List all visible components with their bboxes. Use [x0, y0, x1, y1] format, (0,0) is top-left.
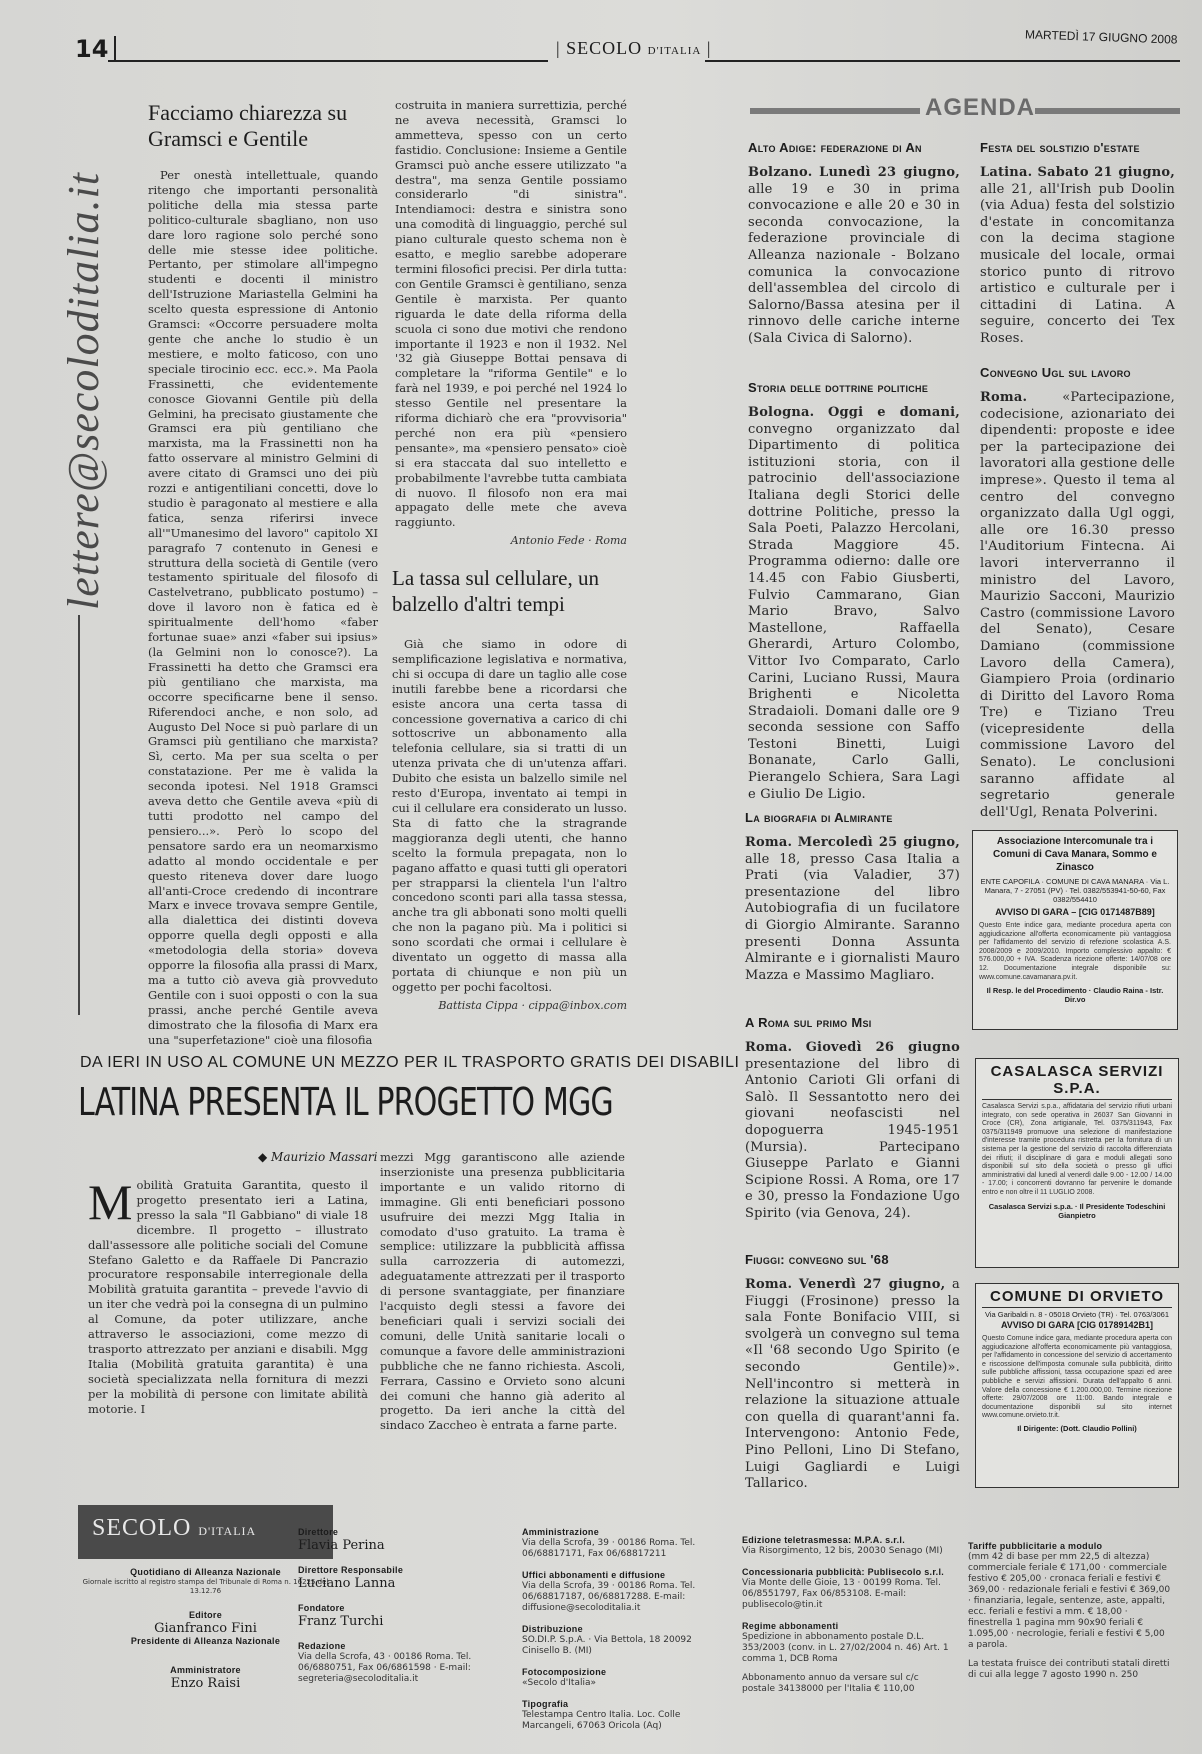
agenda-item-text [980, 390, 1175, 821]
footer-conc-label: Concessionaria pubblicità: Publisecolo s.r.l. [742, 1567, 945, 1577]
agenda-title: AGENDA [925, 94, 1036, 121]
agenda-item-date: Oggi e domani, [827, 405, 960, 420]
agenda-item-head: Storia delle dottrine politiche [748, 380, 929, 395]
agenda-item-date: Sabato 21 giugno, [1037, 165, 1175, 180]
footer-ammin: Via della Scrofa, 39 · 00186 Roma. Tel. 06/68817171, Fax 06/68817211 [522, 1538, 696, 1559]
header-paper: SECOLO [566, 38, 643, 58]
ad-body: Questo Comune indice gara, mediante procedura aperta con aggiudicazione all'offerta economicamente più vantaggiosa, per l'affidamento in concessione del servizio di accertamento e riscossione dell'imposta comunale sulla pubblicità, diritto sulle pubbliche affissioni, tassa occupazione spazi ed aree pubbliche e servizi affissioni. Durata dell'appalto 6 anni. Valore della concessione € 1.200.000,00. Termine ricezione offerte: 29/07/2008 ore 11:00. Bando integrale e documentazione disponibili sul sito internet www.comune.orvieto.tr.it. [982, 1335, 1172, 1420]
ad-notice: AVVISO DI GARA [CIG 01789142B1] [1000, 1320, 1154, 1330]
article-dropcap: M [88, 1174, 133, 1230]
footer-uff-label: Uffici abbonamenti e diffusione [522, 1570, 666, 1580]
agenda-item [748, 140, 960, 348]
footer-edit-label: Edizione teletrasmessa: M.P.A. s.r.l. [742, 1535, 905, 1545]
agenda-item-text [745, 1277, 960, 1493]
header-paper-suffix: D'ITALIA [647, 45, 702, 57]
footer-amm: Enzo Raisi [170, 1676, 241, 1691]
footer-amm-label: Amministratore [170, 1665, 241, 1675]
footer-col-direzione [298, 1527, 518, 1685]
footer-abb: Spedizione in abbonamento postale D.L. 353/2003 (conv. in L. 27/02/2004 n. 46) Art. 1 comma 1, DCB Roma [742, 1632, 949, 1664]
agenda-item [980, 365, 1175, 821]
footer-tagline: Quotidiano di Alleanza Nazionale [130, 1567, 281, 1577]
agenda-item-date: Venerdì 27 giugno, [798, 1277, 946, 1292]
footer-resp: Luciano Lanna [298, 1576, 396, 1591]
footer-ammin-label: Amministrazione [522, 1527, 600, 1537]
agenda-item-city: Roma. [745, 1277, 793, 1292]
article-headline: LATINA PRESENTA IL PROGETTO MGG [78, 1080, 613, 1124]
footer-foto-label: Fotocomposizione [522, 1667, 607, 1677]
footer-col-amministrazione [522, 1527, 722, 1732]
article-kicker: DA IERI IN USO AL COMUNE UN MEZZO PER IL TRASPORTO GRATIS DEI DISABILI [80, 1054, 740, 1071]
footer-tipo-label: Tipografia [522, 1699, 569, 1709]
ad-subtitle: Via Garibaldi n. 8 - 05018 Orvieto (TR) · Tel. 0763/3061 [985, 1310, 1169, 1319]
agenda-item-body: presentazione del libro di Antonio Carioti Gli orfani di Salò. Il Sessantotto nero dei giovani neofascisti nel dopoguerra 1945-1951 (Mursia). Partecipano Giuseppe Parlato e Gianni Scipione Rossi. A Roma, ore 17 e 30, presso la Fondazione Ugo Spirito (via Genova, 24). [745, 1056, 960, 1221]
header-date: MARTEDÌ 17 GIUGNO 2008 [1024, 27, 1178, 47]
page-number: 14 [75, 36, 116, 62]
letter-1-signature: Antonio Fede · Roma [510, 534, 627, 548]
footer-fond-label: Fondatore [298, 1603, 345, 1613]
footer-edit: Via Risorgimento, 12 bis, 20030 Senago (MI) [742, 1546, 943, 1556]
agenda-item-text [980, 165, 1175, 348]
footer-editore: Gianfranco Fini [154, 1621, 257, 1636]
footer-editore-label: Editore [188, 1610, 223, 1620]
letter-2-body: Già che siamo in odore di semplificazione legislativa e normativa, chi si occupa di dare un taglio alle cose inutili farebbe bene a ricordarsi che esiste ancora una certa tassa di concessione governativa a carico di chi sottoscrive un abbonamento alla telefonia cellulare, sia si tratti di un utenza privata che di un'utenza affari. Dubito che esista un balzello simile nel resto d'Europa, inventato ai tempi in cui il cellulare era considerato un lusso. Sta di fatto che la stragrande maggioranza degli utenti, che hanno scelto la formula prepagata, non lo pagano affatto e quasi tutti gli operatori per strapparsi la clientela l'un l'altro concedono sconti pari alla tassa stessa, anche tra gli abbonati sono molti quelli che non la pagano più. Ma i politici si sono scordati che ormai i cellulare è diventato un oggetto di massa alla portata di chiunque e non più un oggetto per pochi facoltosi. [392, 637, 627, 994]
footer-abb-label: Regime abbonamenti [742, 1621, 839, 1631]
agenda-item [748, 380, 960, 803]
agenda-item-body: alle 18, presso Casa Italia a Prati (via Valadier, 37) presentazione del libro Autobiografia di un fucilatore di Giorgio Almirante. Saranno presenti Donna Assunta Almirante e i giornalisti Mauro Mazza e Massimo Magliaro. [745, 851, 960, 983]
ad-notice: AVVISO DI GARA – [CIG 0171487B89] [995, 907, 1155, 917]
agenda-item-body: alle 19 e 30 in prima convocazione e alle 20 e 30 in seconda convocazione, la federazione provinciale di Alleanza nazionale - Bolzano comunica la convocazione dell'assemblea del circolo di Salorno/Bassa atesina per il rinnovo delle cariche interne (Sala Civica di Salorno). [748, 181, 960, 346]
agenda-item-text [745, 1040, 960, 1223]
footer-red-label: Redazione [298, 1641, 346, 1651]
footer-tipo: Telestampa Centro Italia. Loc. Colle Marcangeli, 67063 Oricola (Aq) [522, 1710, 681, 1731]
footer-col-edizione [742, 1535, 952, 1695]
ad-sign: Il Dirigente: (Dott. Claudio Pollini) [1017, 1423, 1137, 1433]
agenda-item-city: Bolzano. [748, 165, 813, 180]
letter-2-signature: Battista Cippa · cippa@inbox.com [438, 998, 627, 1012]
footer-col-tariffe [968, 1541, 1173, 1681]
letter-2 [392, 565, 627, 1012]
agenda-item-text [748, 165, 960, 348]
footer-tar2: La testata fruisce dei contributi statali diretti di cui alla legge 7 agosto 1990 n. 250 [968, 1659, 1170, 1680]
agenda-item-head: Festa del solstizio d'estate [980, 140, 1140, 155]
footer-colophon [70, 1505, 1180, 1735]
footer-direttore: Flavia Perina [298, 1538, 385, 1553]
footer-logo [78, 1505, 333, 1559]
ad-body: Casalasca Servizi s.p.a., affidataria del servizio rifiuti urbani integrato, con sede operativa in 26037 San Giovanni in Croce (CR), Zona artigianale, Tel. 0375/311943, Fax 0375/311949 promuove una selezione di manifestazione d'interesse tramite procedura ristretta per la fornitura di un sistema per la gestione del servizio di raccolta differenziata dei rifiuti; il disciplinare di gara e moduli allegati sono disponibili sul sito della società o presso gli uffici amministrativi dal lunedì al venerdì dalle 9.00 - 12.00 / 14.00 - 17.00; i concorrenti dovranno far pervenire le domande entro e non oltre il 11 LUGLIO 2008. [982, 1103, 1172, 1196]
agenda-item [745, 810, 960, 984]
footer-uff: Via della Scrofa, 39 · 00186 Roma. Tel. 06/68817187, 06/68817288. E-mail: diffusione@secoloditalia.it [522, 1581, 696, 1613]
article-col-2-text: mezzi Mgg garantiscono alle aziende inserzioniste una presenza pubblicitaria importante e un valido ritorno di immagine. Gli enti beneficiari possono usufruire dei mezzi Mgg Italia in comodato d'uso gratuito. La trama è semplice: utilizzare la pubblicità affissa sulla carrozzeria di automezzi, adeguatamente attrezzati per il trasporto di persone svantaggiate, per finanziare l'acquisto degli stessi a favore dei beneficiari quali i servizi sociali dei comuni, delle Unità sanitarie locali o comunque a favore delle amministrazioni pubbliche che ne fanno richiesta. Ascoli, Ferrara, Cassino e Orvieto sono alcuni dei comuni che hanno già aderito al progetto. Da ieri anche la città del sindaco Zaccheo è entrata a farne parte. [380, 1150, 625, 1433]
agenda-item-head: La biografia di Almirante [745, 810, 893, 825]
ad-sign: Casalasca Servizi s.p.a. · Il Presidente Todeschini Gianpietro [988, 1201, 1166, 1220]
agenda-item-head: Fiuggi: convegno sul '68 [745, 1252, 889, 1267]
ad-orvieto [975, 1283, 1179, 1488]
footer-tar: (mm 42 di base per mm 22,5 di altezza) commerciale feriale € 171,00 · commerciale festivo € 205,00 · cronaca feriali e festivi € 369,00 · redazionale feriali e festivi € 369,00 · finanziaria, legale, sentenze, aste, appalti, ecc. feriali e festivi a mm. € 18,00 · finestrella 1 pagina mm 90x90 feriali € 1.095,00 · necrologie, feriali e festivi € 5,00 a parola. [968, 1552, 1171, 1650]
footer-distr: SO.DI.P. S.p.A. · Via Bettola, 18 20092 Cinisello B. (MI) [522, 1635, 692, 1656]
agenda-item-head: Convegno Ugl sul lavoro [980, 365, 1131, 380]
letter-1-cont [395, 98, 627, 547]
agenda-item-city: Roma. [745, 1040, 793, 1055]
footer-logo-text: SECOLO [92, 1515, 192, 1541]
footer-abb2: Abbonamento annuo da versare sul c/c postale 34138000 per l'Italia € 110,00 [742, 1673, 919, 1694]
footer-presidente: Presidente di Alleanza Nazionale [130, 1636, 281, 1646]
footer-direttore-label: Direttore [298, 1527, 339, 1537]
agenda-item-city: Roma. [745, 835, 793, 850]
letter-1-body-cont: costruita in maniera surrettizia, perché ne aveva necessità, Gramsci lo ammetteva, spesso con un certo fastidio. Conclusione: Insieme a Gentile Gramsci può anche essere utilizzato "a destra", ma senza Gentile possiamo considerarlo "di sinistra". Intendiamoci: destra e sinistra sono una comodità di linguaggio, perché sul piano culturale questo schema non è esatto, e meglio sarebbe adoperare termini filosofici precisi. Per dirla tutta: con Gentile Gramsci è gentiliano, senza Gentile è marxista. Per quanto riguarda le date della riforma della scuola ci sono due motivi che rendono importante il 1923 e non il 1932. Nel '32 già Giuseppe Bottai pensava di completare la "riforma Gentile" e lo farà nel 1939, e poi perché nel 1924 lo stesso Gentile nel presentare la riforma dichiarò che era "provvisoria" perché non era più «pensiero pensante», ma «pensiero pensato» cioè si era staccata dal suo intelletto e probabilmente l'avrebbe tutta cambiata di nuovo. Il filosofo non era mai appagato delle mete che aveva raggiunto. [395, 98, 627, 530]
header-masthead: | SECOLO D'ITALIA | [556, 38, 712, 58]
agenda-item-city: Roma. [980, 390, 1028, 405]
agenda-item-date: Mercoledì 25 giugno, [797, 835, 960, 850]
footer-masthead-info [78, 1567, 333, 1691]
side-email[interactable]: lettere@secoloditalia.it [59, 172, 108, 610]
footer-red: Via della Scrofa, 43 · 00186 Roma. Tel. 06/6880751, Fax 06/6861598 · E-mail: segreteria@secoloditalia.it [298, 1652, 472, 1684]
ad-title: CASALASCA SERVIZI S.P.A. [982, 1063, 1172, 1100]
footer-foto: «Secolo d'Italia» [522, 1678, 596, 1688]
agenda-item-body: convegno organizzato dal Dipartimento di politica istituzioni storia, con il patrocinio dell'associazione Italiana degli Storici delle dottrine Politiche, presso la Sala Poeti, Palazzo Hercolani, Strada Maggiore 45. Programma odierno: dalle ore 14.45 con Fabio Giusberti, Fulvio Cammarano, Gian Mario Bravo, Salvo Mastellone, Raffaella Gherardi, Arturo Colombo, Vittor Ivo Comparato, Carlo Carini, Luciano Russi, Maura Brighenti e Nicoletta Stradaioli. Domani dalle ore 9 seconda sessione con Saffo Testoni Binetti, Luigi Bonanate, Carlo Galli, Pierangelo Schiera, Sara Lagi e Giulio De Ligio. [748, 421, 960, 802]
agenda-item-body: a Fiuggi (Frosinone) presso la sala Fonte Bonifacio VIII, si svolgerà un convegno sul tema «Il '68 secondo Ugo Spirito (e secondo Gentile)». Nell'incontro si metterà in relazione la situazione attuale con quella di quarant'anni fa. Intervengono: Antonio Fede, Pino Pelloni, Lino Di Stefano, Luigi Gagliardi e Luigi Tallarico. [745, 1277, 960, 1492]
agenda-rule-right [1035, 108, 1180, 114]
agenda-item [745, 1252, 960, 1493]
article-byline: ◆ Maurizio Massari [258, 1150, 378, 1164]
footer-tar-label: Tariffe pubblicitarie a modulo [968, 1541, 1103, 1551]
footer-conc: Via Monte delle Gioie, 13 · 00199 Roma. Tel. 06/8551797, Fax 06/853108. E-mail: publisecolo@tin.it [742, 1578, 941, 1610]
article-col-2 [380, 1150, 625, 1433]
letter-1-title: Facciamo chiarezza su Gramsci e Gentile [148, 100, 348, 151]
header-rule-left [108, 60, 548, 62]
letter-2-title: La tassa sul cellulare, un balzello d'altri tempi [392, 566, 600, 616]
footer-registration: Giornale iscritto al registro stampa del Tribunale di Roma n. 16225 del 13.12.76 [82, 1578, 329, 1595]
footer-distr-label: Distribuzione [522, 1624, 583, 1634]
agenda-item-body: alle 21, all'Irish pub Doolin (via Adua) festa del solstizio d'estate in concomitanza con la decima stagione musicale del locale, ormai storico punto di ritrovo artistico e culturale per i cittadini di Latina. A seguire, concerto dei Tex Roses. [980, 181, 1175, 346]
ad-title: Associazione Intercomunale tra i Comuni di Cava Manara, Sommo e Zinasco [993, 836, 1157, 873]
agenda-item [980, 140, 1175, 348]
agenda-item-date: Lunedì 23 giugno, [819, 165, 960, 180]
article-col-1 [88, 1174, 368, 1417]
ad-casalasca [975, 1058, 1179, 1268]
footer-logo-suffix: D'ITALIA [198, 1524, 257, 1538]
letter-1 [148, 100, 378, 1047]
agenda-item-city: Bologna. [748, 405, 815, 420]
header-rule-right [705, 60, 1180, 62]
ad-cava-manara [972, 830, 1178, 1030]
agenda-item-head: Alto Adige: federazione di An [748, 140, 922, 155]
footer-resp-label: Direttore Responsabile [298, 1565, 404, 1575]
ad-subtitle: ENTE CAPOFILA · COMUNE DI CAVA MANARA · Via L. Manara, 7 - 27051 (PV) · Tel. 0382/553941-50-60, Fax 0382/554410 [980, 877, 1170, 904]
agenda-rule-left [750, 108, 920, 114]
agenda-item [745, 1015, 960, 1223]
agenda-item-head: A Roma sul primo Msi [745, 1015, 872, 1030]
letter-1-body: Per onestà intellettuale, quando ritengo che importanti personalità politiche della mia stessa parte politico-culturale sbagliano, non uso dare loro ragione solo perché sono delle mie stesse idee politiche. Pertanto, per stimolare all'impegno studenti e docenti il ministro dell'Istruzione Mariastella Gelmini ha scelto questa espressione di Antonio Gramsci: «Occorre persuadere molta gente che anche lo studio è un mestiere, e molto faticoso, con uno speciale tirocinio ecc. ecc.». Ma Paola Frassinetti, che evidentemente conosce Giovanni Gentile più della Gelmini, ha precisato giustamente che Gramsci era più gentiliano che marxista, ma la Frassinetti non ha fatto osservare al ministro Gelmini di avere citato di Gramsci uno dei più rozzi e antigentiliani concetti, dove lo studio è paragonato al mestiere e alla fatica, senza riferirsi invece all'"Umanesimo del lavoro" capitolo XI paragrafo 7 contenuto in Genesi e struttura della società di Gentile (vero testamento spirituale del filosofo di Castelvetrano, pubblicato postumo) – dove il lavoro non è fatica ed è spiritualmente dell'homo «faber fortunae suae» anzi «faber sui ipsius» (la Gelmini non lo conosce?). La Frassinetti ha detto che Gramsci era più gentiliano che marxista, ma occorre specificarne bene il senso. Riferendoci anche, e non solo, ad Augusto Del Noce si può parlare di un Gramsci più gentiliano che marxista? Sì, certo. Ma per sua scelta o per constatazione. Per me è valida la seconda ipotesi. Nel 1918 Gramsci aveva detto che Gentile aveva «più di tutti prodotto nel campo del pensiero...». Però lo scopo del pensatore sardo era un neomarxismo adatto al mondo occidentale e per questo riteneva dover dare luogo all'anti-Croce credendo di incontrare Marx e invece trovava sempre Gentile, alla dialettica dei distinti doveva opporre quella degli opposti e alla «metodologia della storia» doveva opporre la filosofia alla prassi di Marx, ma a tutto ciò aveva già provveduto Gentile con i suoi opposti o con la sua prassi, anche perché Gentile aveva dimostrato che la filosofia di Marx era una "superfetazione" cioè una filosofia [148, 168, 378, 1047]
agenda-item-text [748, 405, 960, 803]
ad-body: Questo Ente indice gara, mediante procedura aperta con aggiudicazione all'offerta economicamente più vantaggiosa per l'affidamento del servizio di refezione scolastica A.S. 2008/2009 e 2009/2010. Importo complessivo appalto: € 576.000,00 + IVA. Scadenza ricezione offerte: 14/07/08 ore 12. Documentazione integrale disponibile su: www.comune.cavamanara.pv.it. [979, 922, 1171, 981]
agenda-item-text [745, 835, 960, 984]
agenda-item-city: Latina. [980, 165, 1033, 180]
agenda-item-date: Giovedì 26 giugno [805, 1040, 960, 1055]
ad-sign: Il Resp. le del Procedimento · Claudio Raina - Istr. Dir.vo [986, 986, 1164, 1005]
agenda-item-body: «Partecipazione, codecisione, azionariato dei dipendenti: proposte e idee per la partecipazione dei lavoratori alla gestione delle imprese». Questo il tema al centro del convegno organizzato dalla Ugl oggi, alle ore 16.30 presso l'Auditorium Fintecna. Ai lavori interverranno il ministro del Lavoro, Maurizio Sacconi, Maurizio Castro (commissione Lavoro del Senato), Cesare Damiano (commissione Lavoro della Camera), Giampiero Proia (ordinario di Diritto del Lavoro Roma Tre) e Tiziano Treu (vicepresidente della commissione Lavoro del Senato). Le conclusioni saranno affidate al segretario generale dell'Ugl, Renata Polverini. [980, 390, 1175, 820]
ad-title: COMUNE DI ORVIETO [982, 1288, 1172, 1308]
side-rule [78, 615, 80, 1015]
footer-fond: Franz Turchi [298, 1614, 384, 1629]
article-col-1-text: obilità Gratuita Garantita, questo il progetto presentato ieri a Latina, presso la sala "Il Gabbiano" di viale 18 dicembre. Il progetto – illustrato dall'assessore alle politiche sociali del Comune Stefano Galetto e da Raffaele Di Pancrazio procuratore responsabile interregionale della Mobilità gratuita garantita – prevede l'avvio di un iter che vedrà poi la consegna di un pulmino al Comune, da poter utilizzare, anche attraverso le associazioni, come mezzo di trasporto attrezzato per anziani e disabili. Mgg Italia (Mobilità gratuita garantita) è una società specializzata nella fornitura di mezzi per la mobilità di persone con limitate abilità motorie. I [88, 1178, 368, 1416]
